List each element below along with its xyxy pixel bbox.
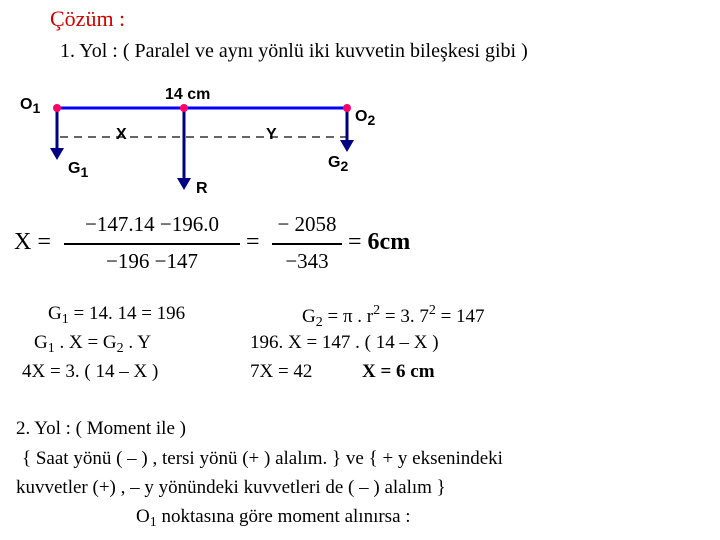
o1-point [53, 104, 61, 112]
fraction-1-denominator: −196 −147 [106, 249, 198, 273]
formula-lhs: X = [14, 229, 51, 255]
numeric-equality: 196. X = 147 . ( 14 – X ) [250, 332, 439, 353]
x-label: X [116, 126, 127, 143]
formula-eq-2: = [246, 229, 260, 255]
o1-label: $O_1$ [20, 96, 41, 116]
formula-result: = 6cm [348, 229, 411, 255]
g2-arrowhead [340, 140, 354, 152]
g2-label: $G_2$ [328, 154, 349, 174]
fraction-2-denominator: −343 [285, 249, 329, 273]
r-point [180, 104, 188, 112]
g1-arrowhead [50, 148, 64, 160]
g1-label: $G_1$ [68, 160, 89, 180]
simplified-equation: 4X = 3. ( 14 – X ) [22, 361, 159, 382]
fraction-2-bar [272, 243, 342, 245]
g2-calc: $G_2 = \pi$ . $r^2 = 3$. $7^2 = 147$ [302, 303, 485, 330]
fraction-1-numerator: −147.14 −196.0 [85, 212, 219, 236]
method-1-heading: 1. Yol : ( Paralel ve aynı yönlü iki kuvvetin bileşkesi gibi ) [60, 40, 528, 62]
distance-label: 14 cm [165, 86, 211, 103]
method-2-line-2: { Saat yönü ( – ) , tersi yönü (+ ) alalım. } ve { + y eksenindeki [22, 448, 503, 469]
g1-calc: $G_1 = 14$. 14 = 196 [48, 303, 186, 327]
page-title: Çözüm : [50, 6, 126, 31]
method-2-heading: 2. Yol : ( Moment ile ) [16, 418, 186, 439]
o2-point [343, 104, 351, 112]
fraction-1-bar [64, 243, 240, 245]
moment-equality: $G_1$ . $X = G_2$ . Y [34, 332, 151, 356]
fraction-2-numerator: − 2058 [277, 212, 337, 236]
o2-label: $O_2$ [355, 108, 376, 128]
final-result: X = 6 cm [362, 361, 435, 382]
r-label: R [196, 180, 208, 197]
r-arrowhead [177, 178, 191, 190]
linear-equation: 7X = 42 [250, 361, 313, 382]
method-2-line-4: $O_1$ noktasına göre moment alınırsa : [136, 506, 411, 530]
method-2-line-3: kuvvetler (+) , – y yönündeki kuvvetleri de ( – ) alalım } [16, 477, 446, 498]
y-label: Y [266, 126, 277, 143]
